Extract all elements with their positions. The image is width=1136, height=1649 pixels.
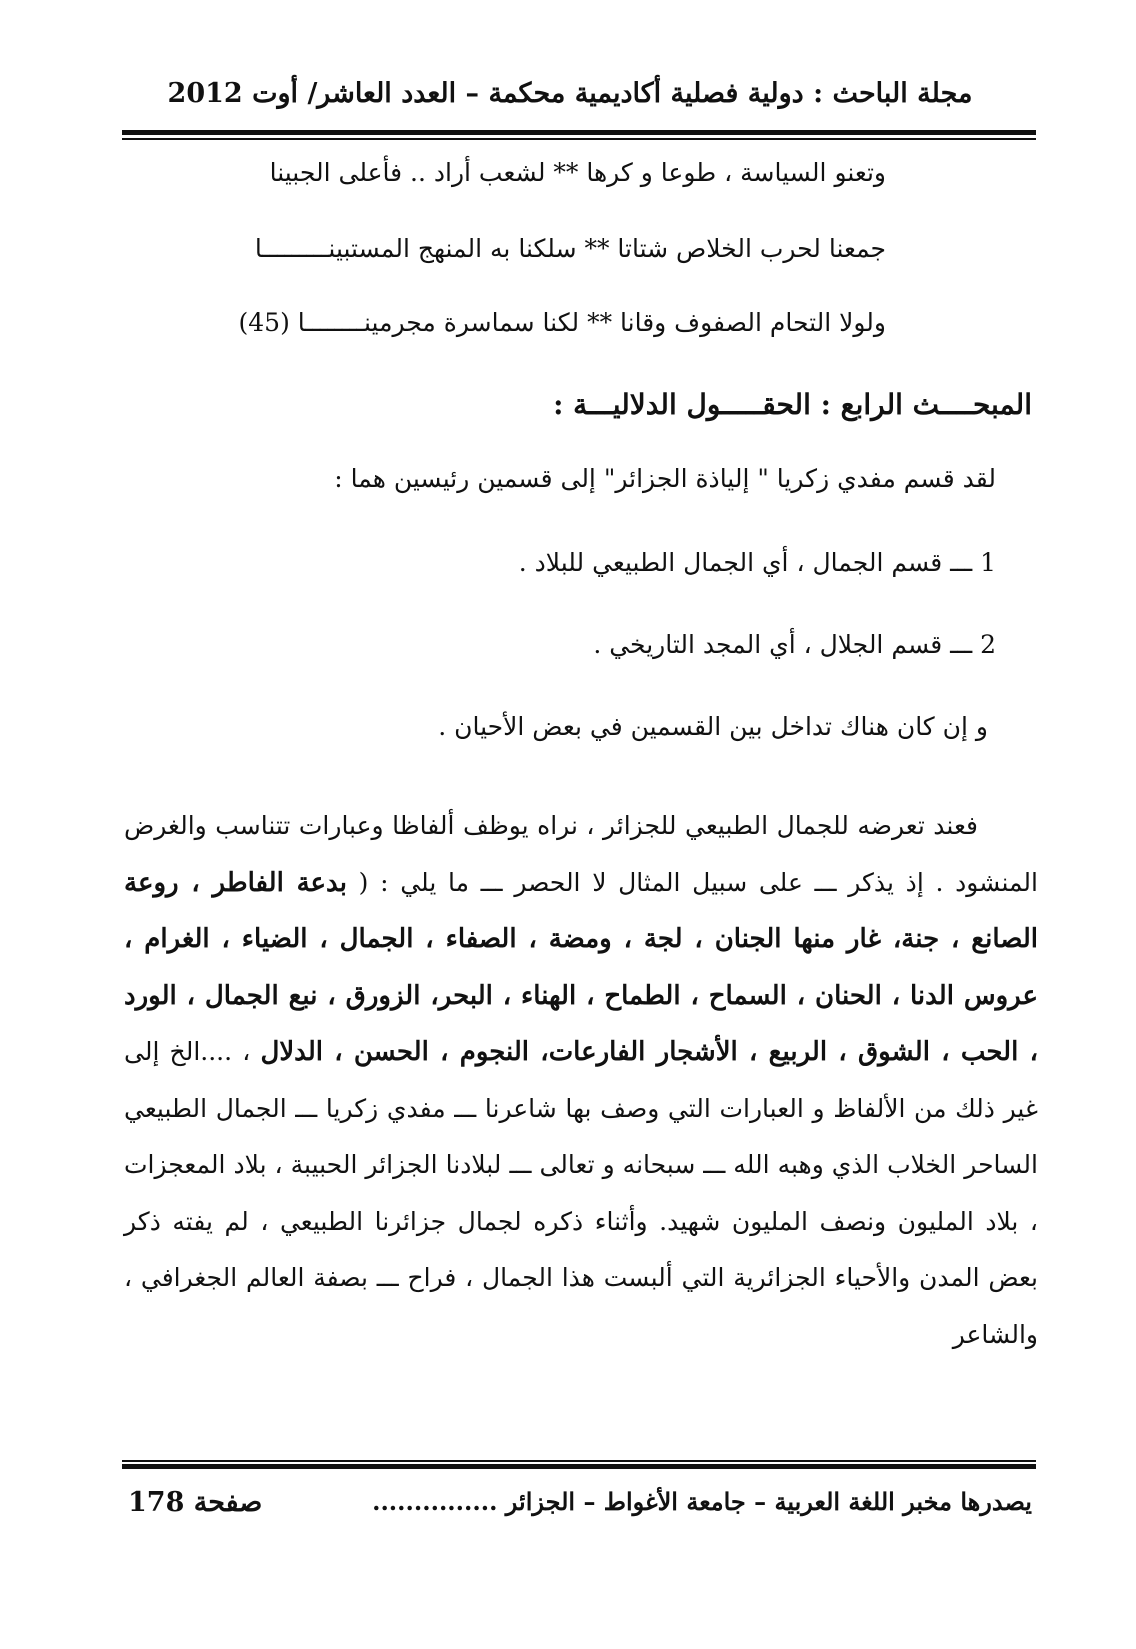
footer-rule-thin [122,1460,1036,1462]
section-intro: لقد قسم مفدي زكريا " إلياذة الجزائر" إلى قسمين رئيسين هما : [334,464,996,493]
page-number: صفحة 178 [128,1487,263,1518]
footer-publisher: يصدرها مخبر اللغة العربية – جامعة الأغواط – الجزائر ............... [372,1487,1032,1516]
body-text-part-1: فعند تعرضه للجمال الطبيعي للجزائر ، نراه يوظف ألفاظا وعبارات تتناسب والغرض المنشود . إذ يذكر ـــ على سبيل المثال لا الحصر ـــ ما يلي : ( [124,811,1038,897]
body-bold-words: بدعة الفاطر ، روعة الصانع ، جنة، غار منها الجنان ، لجة ، ومضة ، الصفاء ، الجمال ، الضياء ، الغرام ، عروس الدنا ، الحنان ، السماح ، الطماح ، الهناء ، البحر، الزورق ، نبع الجمال ، الورد ، الحب ، الشوق ، الربيع ، الأشجار الفارعات، النجوم ، الحسن ، الدلال [124,867,1038,1067]
verse-line-1: وتعنو السياسة ، طوعا و كرها ** لشعب أراد .. فأعلى الجبينا [269,158,886,187]
header-rule-thin [122,138,1036,140]
body-paragraph [124,798,1038,1363]
header-rule-thick [122,130,1036,135]
verse-line-2: جمعنا لحرب الخلاص شتاتا ** سلكنا به المنهج المستبينـــــــــا [254,234,886,263]
section-note: و إن كان هناك تداخل بين القسمين في بعض الأحيان . [438,712,988,741]
section-title: المبحــــث الرابع : الحقـــــول الدلاليـــة : [553,388,1032,421]
verse-line-3: ولولا التحام الصفوف وقانا ** لكنا سماسرة مجرمينــــــــا (45) [238,308,886,337]
list-item-2: 2 ـــ قسم الجلال ، أي المجد التاريخي . [593,630,996,659]
journal-header: مجلة الباحث : دولية فصلية أكاديمية محكمة – العدد العاشر/ أوت 2012 [167,78,973,109]
footer-rule-thick [122,1464,1036,1469]
list-item-1: 1 ـــ قسم الجمال ، أي الجمال الطبيعي للبلاد . [518,548,996,577]
body-text-part-2: ، ....الخ إلى غير ذلك من الألفاظ و العبارات التي وصف بها شاعرنا ـــ مفدي زكريا ـــ الجمال الطبيعي الساحر الخلاب الذي وهبه الله ـــ سبحانه و تعالى ـــ لبلادنا الجزائر الحبيبة ، بلاد المعجزات ، بلاد المليون ونصف المليون شهيد. وأثناء ذكره لجمال جزائرنا الطبيعي ، لم يفته ذكر بعض المدن والأحياء الجزائرية التي ألبست هذا الجمال ، فراح ـــ بصفة العالم الجغرافي ، والشاعر [124,1037,1038,1349]
